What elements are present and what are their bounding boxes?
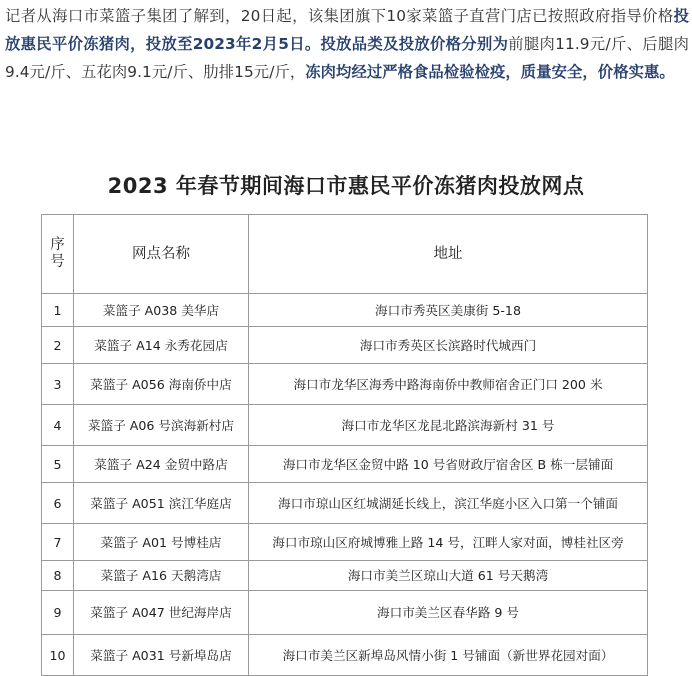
cell-address: 海口市美兰区新埠岛风情小街 1 号铺面（新世界花园对面） [249,635,648,676]
intro-text-1: 记者从海口市菜篮子集团了解到，20日起，该集团旗下10家菜篮子直营门店已按照政府指导价格 [5,7,674,25]
cell-name: 菜篮子 A031 号新埠岛店 [74,635,249,676]
cell-name: 菜篮子 A14 永秀花园店 [74,327,249,364]
cell-address: 海口市琼山区红城湖延长线上，滨江华庭小区入口第一个铺面 [249,483,648,524]
cell-address: 海口市美兰区春华路 9 号 [249,591,648,635]
table-row [42,446,648,483]
cell-no: 2 [42,327,74,364]
outlets-table [41,214,648,676]
table-title: 2023 年春节期间海口市惠民平价冻猪肉投放网点 [107,174,585,198]
intro-text-2: 前腿肉11.9元/斤、后腿肉9.4元/斤、五花肉9.1元/斤、肋排15元/斤， [5,35,689,81]
table-row [42,364,648,405]
cell-name: 菜篮子 A056 海南侨中店 [74,364,249,405]
cell-no: 4 [42,405,74,446]
cell-no: 6 [42,483,74,524]
table-row [42,294,648,327]
table-row [42,591,648,635]
cell-name: 菜篮子 A051 滨江华庭店 [74,483,249,524]
cell-name: 菜篮子 A01 号博桂店 [74,524,249,561]
cell-address: 海口市美兰区琼山大道 61 号天鹅湾 [249,561,648,591]
table-row [42,561,648,591]
cell-address: 海口市秀英区长滨路时代城西门 [249,327,648,364]
cell-no: 10 [42,635,74,676]
cell-no: 3 [42,364,74,405]
intro-paragraph [5,2,689,86]
cell-name: 菜篮子 A16 天鹅湾店 [74,561,249,591]
intro-highlight-1: 投放惠民平价冻猪肉，投放至2023年2月5日。投放品类及投放价格分别为 [5,7,689,53]
table-row [42,635,648,676]
cell-address: 海口市琼山区府城博雅上路 14 号，江畔人家对面，博桂社区旁 [249,524,648,561]
table-row [42,405,648,446]
cell-name: 菜篮子 A24 金贸中路店 [74,446,249,483]
table-row [42,483,648,524]
cell-no: 1 [42,294,74,327]
cell-name: 菜篮子 A06 号滨海新村店 [74,405,249,446]
cell-no: 7 [42,524,74,561]
header-address: 地址 [249,215,648,294]
header-no: 序号 [42,215,74,294]
table-row [42,524,648,561]
cell-address: 海口市秀英区美康街 5-18 [249,294,648,327]
cell-no: 5 [42,446,74,483]
cell-address: 海口市龙华区龙昆北路滨海新村 31 号 [249,405,648,446]
cell-no: 8 [42,561,74,591]
table-header-row [42,215,648,294]
cell-name: 菜篮子 A047 世纪海岸店 [74,591,249,635]
table-row [42,327,648,364]
intro-highlight-2: 冻肉均经过严格食品检验检疫，质量安全，价格实惠。 [305,63,675,81]
cell-no: 9 [42,591,74,635]
header-name: 网点名称 [74,215,249,294]
cell-address: 海口市龙华区海秀中路海南侨中教师宿舍正门口 200 米 [249,364,648,405]
cell-name: 菜篮子 A038 美华店 [74,294,249,327]
cell-address: 海口市龙华区金贸中路 10 号省财政厅宿舍区 B 栋一层铺面 [249,446,648,483]
